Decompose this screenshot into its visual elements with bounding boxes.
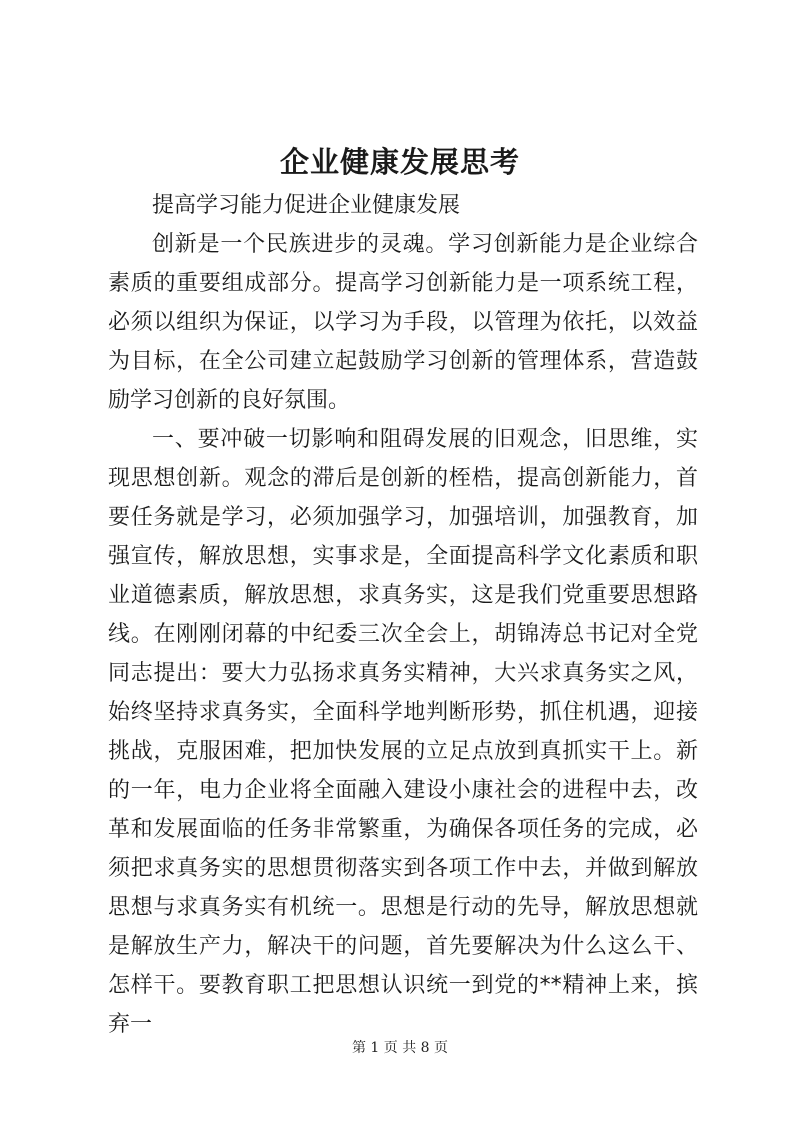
body-paragraph: 创新是一个民族进步的灵魂。学习创新能力是企业综合素质的重要组成部分。提高学习创新能力是一项系统工程，必须以组织为保证，以学习为手段，以管理为依托，以效益为目标，在全公司建立起鼓励学习创新的管理体系，营造鼓励学习创新的良好氛围。: [108, 232, 698, 413]
subtitle-paragraph: 提高学习能力促进企业健康发展: [152, 193, 461, 218]
page-number-footer: 第 1 页 共 8 页: [351, 1040, 449, 1056]
document-title: 企业健康发展思考: [279, 145, 520, 179]
body-paragraph: 一、要冲破一切影响和阻碍发展的旧观念，旧思维，实现思想创新。观念的滞后是创新的桎梏，提高创新能力，首要任务就是学习，必须加强学习，加强培训，加强教育，加强宣传，解放思想，实事求是，全面提高科学文化素质和职业道德素质，解放思想，求真务实，这是我们党重要思想路线。在刚刚闭幕的中纪委三次全会上，胡锦涛总书记对全党同志提出：要大力弘扬求真务实精神，大兴求真务实之风，始终坚持求真务实，全面科学地判断形势，抓住机遇，迎接挑战，克服困难，把加快发展的立足点放到真抓实干上。新的一年，电力企业将全面融入建设小康社会的进程中去，改革和发展面临的任务非常繁重，为确保各项任务的完成，必须把求真务实的思想贯彻落实到各项工作中去，并做到解放思想与求真务实有机统一。思想是行动的先导，解放思想就是解放生产力，解决干的问题，首先要解决为什么这么干、怎样干。要教育职工把思想认识统一到党的**精神上来，摈弃一: [108, 427, 698, 1037]
document-body: [108, 186, 698, 1044]
